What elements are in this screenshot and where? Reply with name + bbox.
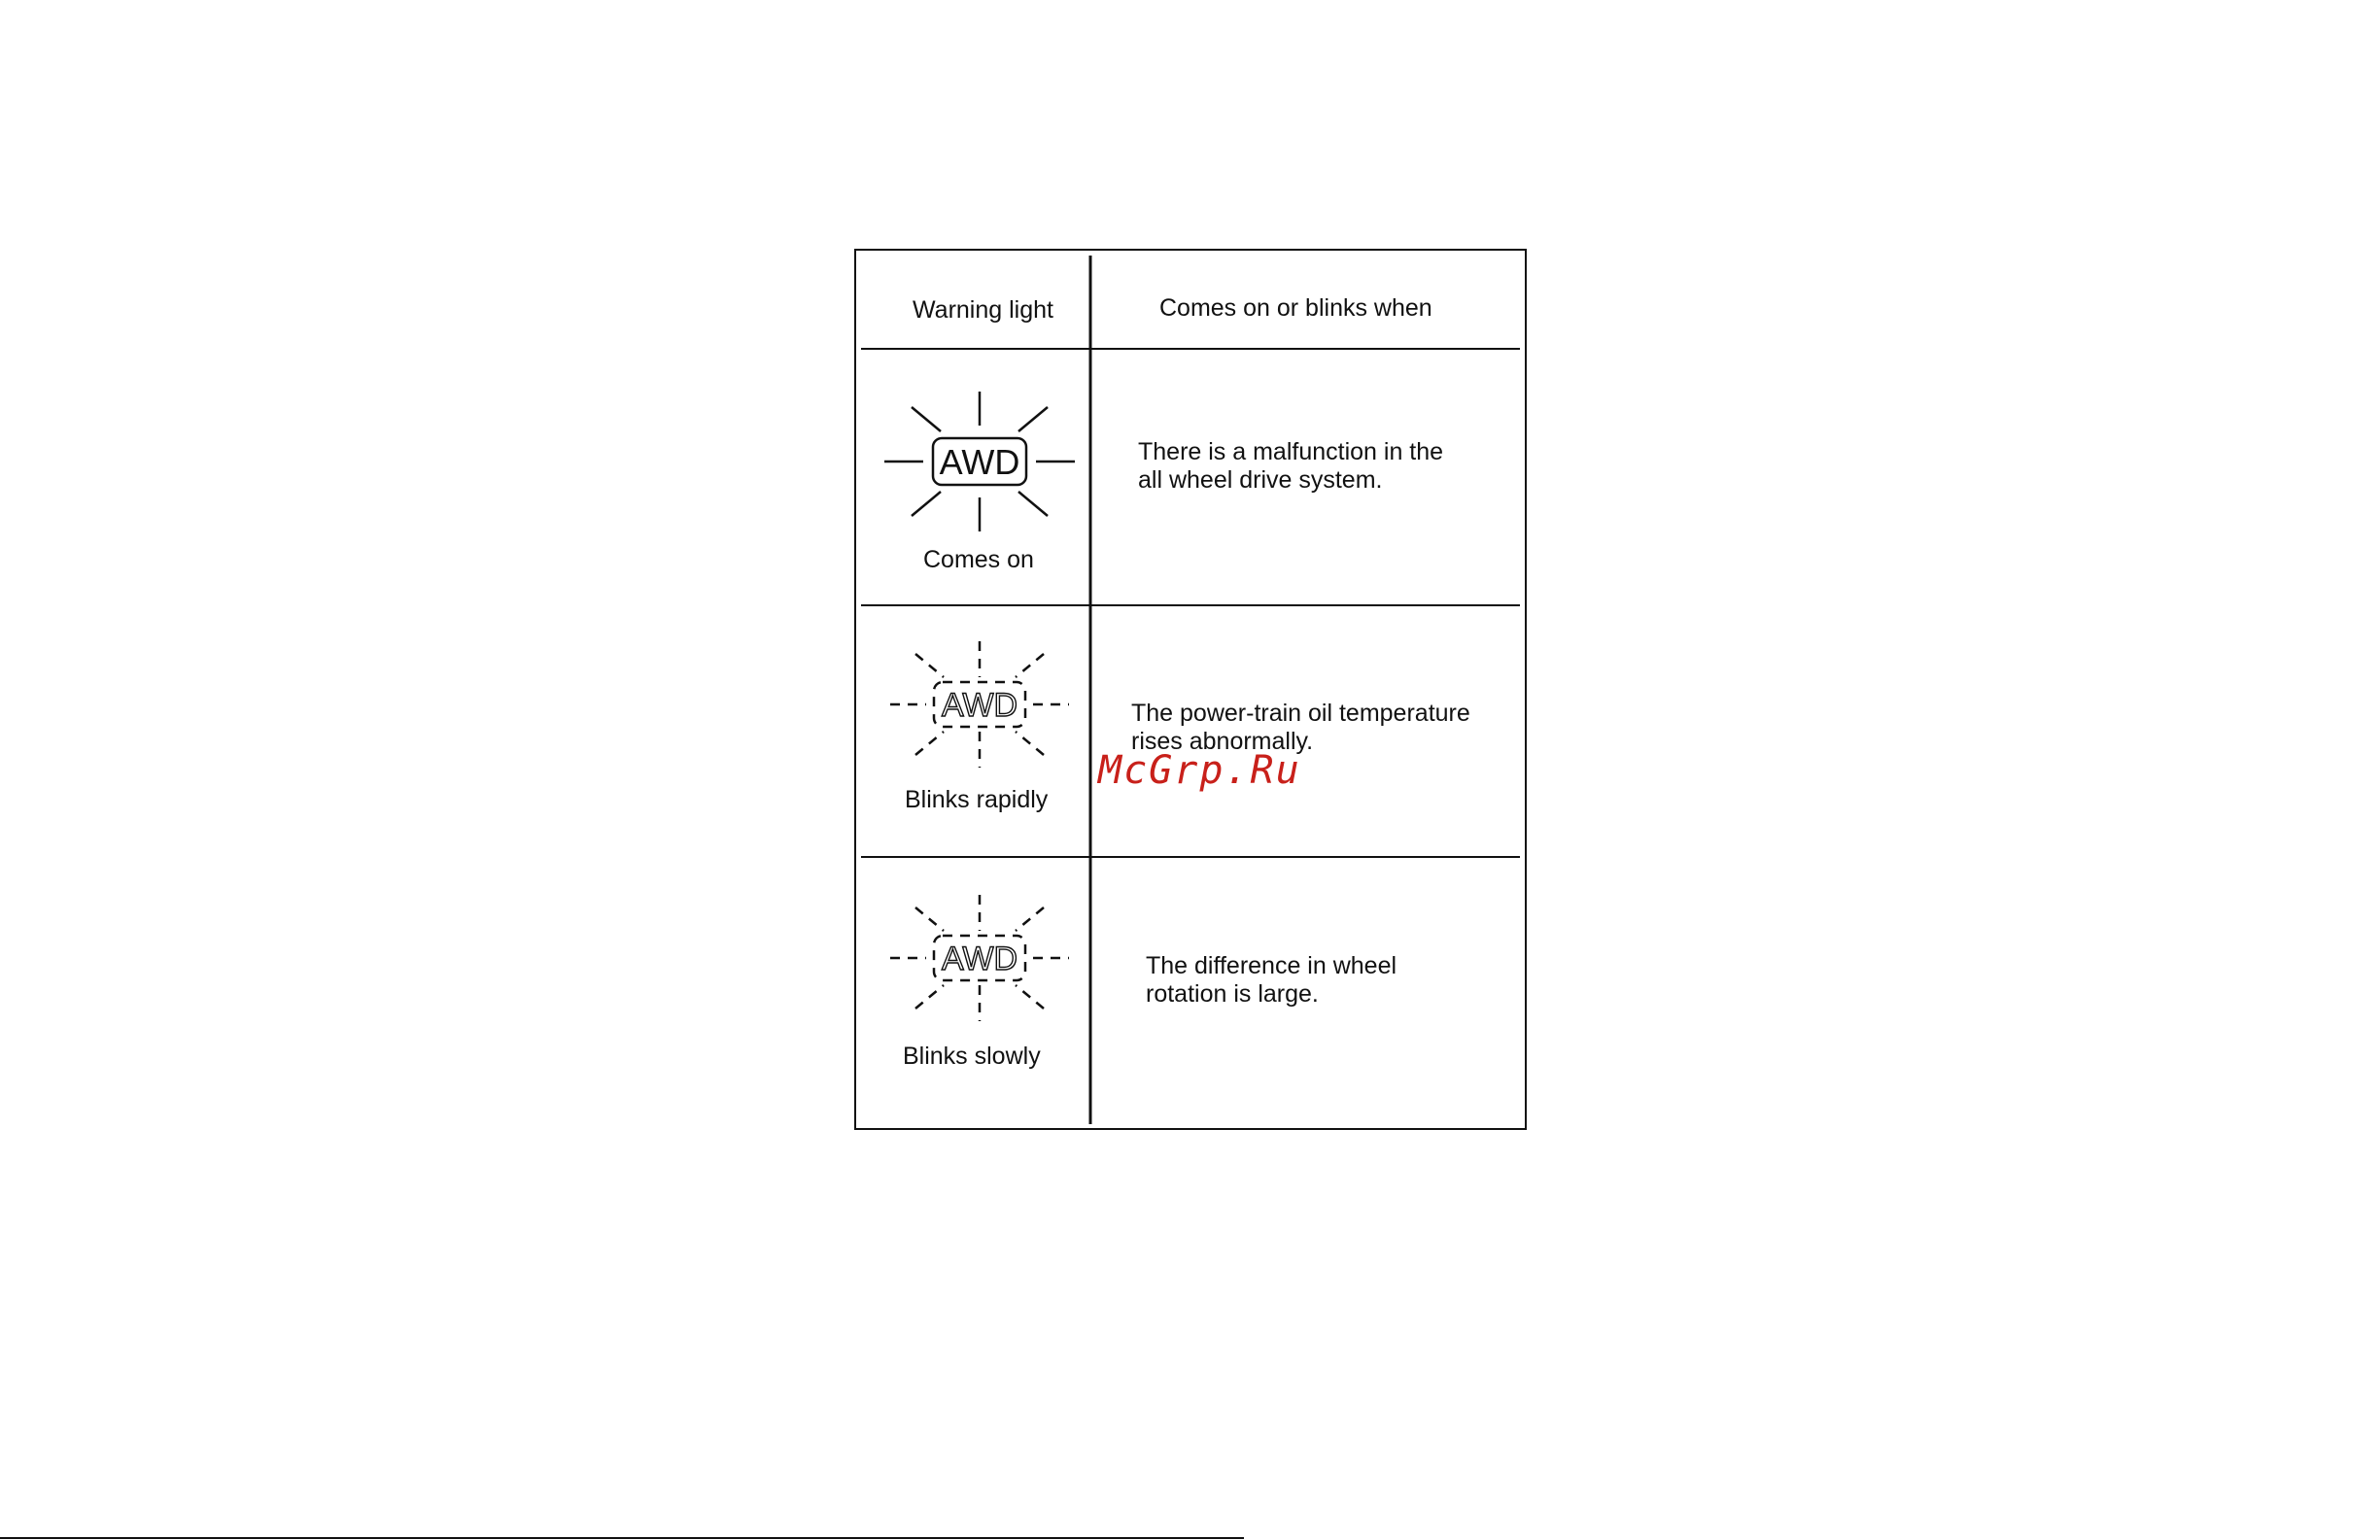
column-header-comes-on-or-blinks-when: Comes on or blinks when xyxy=(1159,294,1432,322)
watermark: McGrp.Ru xyxy=(1098,748,1301,793)
row-caption-blinks-slowly: Blinks slowly xyxy=(903,1043,1041,1070)
description-line: rotation is large. xyxy=(1146,980,1319,1008)
row-caption-comes-on: Comes on xyxy=(923,546,1034,573)
row-caption-blinks-rapidly: Blinks rapidly xyxy=(905,786,1049,813)
svg-text:AWD: AWD xyxy=(941,687,1018,724)
column-header-warning-light: Warning light xyxy=(913,296,1053,324)
row-description-malfunction xyxy=(1138,438,1443,495)
awd-warning-light-blinking-icon xyxy=(890,895,1069,1021)
awd-warning-light-blinking-icon xyxy=(890,641,1069,768)
svg-text:AWD: AWD xyxy=(939,442,1020,482)
description-line: rises abnormally. xyxy=(1131,728,1314,755)
description-line: The power-train oil temperature xyxy=(1131,700,1470,727)
description-line: all wheel drive system. xyxy=(1138,466,1383,494)
description-line: The difference in wheel xyxy=(1146,952,1397,979)
svg-text:AWD: AWD xyxy=(941,941,1018,977)
row-description-wheel-rotation xyxy=(1146,952,1397,1009)
awd-warning-light-solid-icon xyxy=(884,392,1075,531)
description-line: There is a malfunction in the xyxy=(1138,438,1444,465)
